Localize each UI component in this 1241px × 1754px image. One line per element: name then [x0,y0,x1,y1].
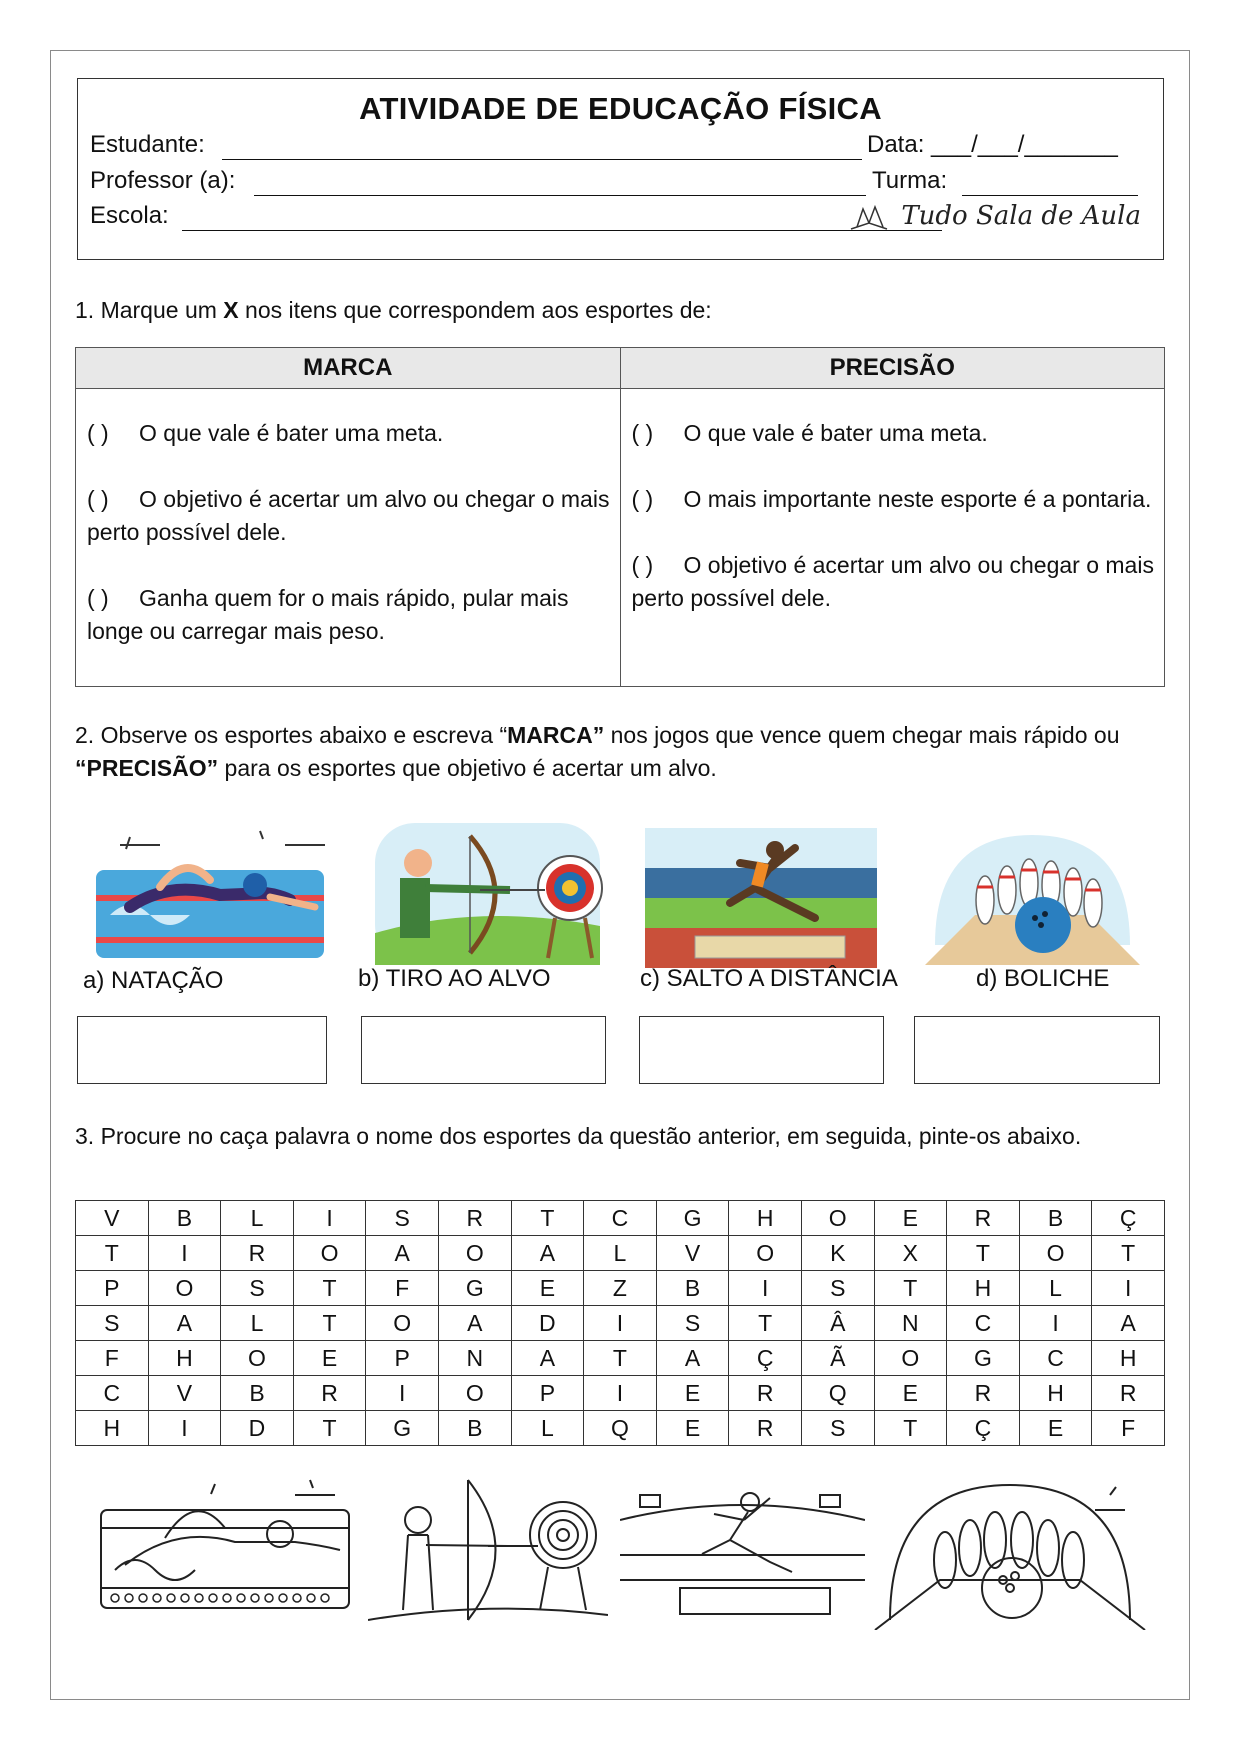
grid-row [76,1236,1165,1271]
grid-cell[interactable]: R [947,1376,1020,1411]
checkbox-paren[interactable]: ( ) [87,420,109,446]
grid-cell[interactable]: I [293,1201,366,1236]
grid-cell[interactable]: H [729,1201,802,1236]
grid-cell[interactable]: I [366,1376,439,1411]
bowling-coloring-illustration[interactable] [870,1470,1150,1630]
grid-cell[interactable]: L [221,1306,294,1341]
answer-box-tiro[interactable] [361,1016,606,1084]
grid-cell[interactable]: G [947,1341,1020,1376]
grid-cell[interactable]: T [874,1411,947,1446]
grid-cell[interactable]: N [874,1306,947,1341]
q1-table [75,347,1165,687]
grid-cell[interactable]: A [1092,1306,1165,1341]
grid-cell[interactable]: S [76,1306,149,1341]
grid-cell[interactable]: R [729,1411,802,1446]
grid-cell[interactable]: Ç [729,1341,802,1376]
grid-cell[interactable]: D [511,1306,584,1341]
grid-cell[interactable]: T [511,1201,584,1236]
grid-cell[interactable]: I [729,1271,802,1306]
grid-cell[interactable]: O [293,1236,366,1271]
marca-option[interactable] [87,483,610,549]
checkbox-paren[interactable]: ( ) [631,552,654,578]
grid-cell[interactable]: O [366,1306,439,1341]
grid-cell[interactable]: R [1092,1376,1165,1411]
long-jumper-coloring-illustration[interactable] [620,1480,865,1625]
grid-cell[interactable]: I [584,1306,657,1341]
grid-cell[interactable]: H [76,1411,149,1446]
header-box [77,78,1164,260]
grid-cell[interactable]: E [511,1271,584,1306]
sport-label-salto: c) SALTO A DISTÂNCIA [640,965,898,992]
answer-box-natacao[interactable] [77,1016,327,1084]
grid-cell[interactable]: L [511,1411,584,1446]
grid-cell[interactable]: Ã [801,1341,874,1376]
precisao-option[interactable] [632,417,1155,450]
grid-cell[interactable]: I [148,1411,221,1446]
grid-cell[interactable]: R [438,1201,511,1236]
archer-coloring-illustration[interactable] [368,1470,608,1630]
grid-cell[interactable]: F [366,1271,439,1306]
grid-cell[interactable]: O [438,1376,511,1411]
grid-cell[interactable]: A [511,1341,584,1376]
grid-cell[interactable]: H [148,1341,221,1376]
grid-cell[interactable]: B [148,1201,221,1236]
option-text: O objetivo é acertar um alvo ou chegar o mais perto possível dele. [87,486,610,545]
grid-cell[interactable]: D [221,1411,294,1446]
grid-row [76,1306,1165,1341]
col-header-precisao: PRECISÃO [620,348,1165,389]
checkbox-paren[interactable]: ( ) [87,486,109,512]
grid-cell[interactable]: T [293,1271,366,1306]
grid-cell[interactable]: C [584,1201,657,1236]
grid-cell[interactable]: K [801,1236,874,1271]
grid-cell[interactable]: G [366,1411,439,1446]
q2-text-3: para os esportes que objetivo é acertar um alvo. [218,755,717,781]
grid-cell[interactable]: F [76,1341,149,1376]
grid-cell[interactable]: T [293,1306,366,1341]
grid-cell[interactable]: X [874,1236,947,1271]
sport-label-natacao: a) NATAÇÃO [83,967,224,994]
q1-prompt-bold: X [223,297,239,323]
grid-cell[interactable]: G [438,1271,511,1306]
grid-cell[interactable]: V [76,1201,149,1236]
grid-cell[interactable]: E [656,1411,729,1446]
grid-cell[interactable]: Z [584,1271,657,1306]
q1-prompt-post: nos itens que correspondem aos esportes de: [238,297,712,323]
grid-cell[interactable]: T [729,1306,802,1341]
grid-cell[interactable]: O [221,1341,294,1376]
grid-cell[interactable]: Â [801,1306,874,1341]
grid-cell[interactable]: S [221,1271,294,1306]
grid-row [76,1271,1165,1306]
grid-cell[interactable]: C [76,1376,149,1411]
sport-label-boliche: d) BOLICHE [976,965,1110,992]
grid-cell[interactable]: T [76,1236,149,1271]
grid-row [76,1341,1165,1376]
grid-cell[interactable]: I [1092,1271,1165,1306]
grid-cell[interactable]: O [801,1201,874,1236]
q3-prompt: 3. Procure no caça palavra o nome dos esportes da questão anterior, em seguida, pinte-os abaixo. [75,1123,1082,1149]
grid-cell[interactable]: G [656,1201,729,1236]
col-header-marca: MARCA [76,348,621,389]
worksheet-title: ATIVIDADE DE EDUCAÇÃO FÍSICA [359,91,882,126]
grid-cell[interactable]: B [438,1411,511,1446]
grid-cell[interactable]: B [221,1376,294,1411]
q2-prompt [75,719,1175,785]
grid-cell[interactable]: P [511,1376,584,1411]
grid-cell[interactable]: O [148,1271,221,1306]
grid-cell[interactable]: S [801,1411,874,1446]
precisao-column [620,389,1165,687]
bowling-illustration [915,825,1150,965]
grid-cell[interactable]: C [1019,1341,1092,1376]
grid-cell[interactable]: A [148,1306,221,1341]
answer-box-boliche[interactable] [914,1016,1160,1084]
grid-cell[interactable]: R [293,1376,366,1411]
grid-cell[interactable]: I [584,1376,657,1411]
option-text: O que vale é bater uma meta. [683,420,988,446]
grid-cell[interactable]: Q [801,1376,874,1411]
precisao-option[interactable] [632,549,1155,615]
grid-cell[interactable]: S [801,1271,874,1306]
marca-option[interactable] [87,582,610,648]
grid-cell[interactable]: O [438,1236,511,1271]
grid-cell[interactable]: H [1019,1376,1092,1411]
grid-cell[interactable]: A [656,1341,729,1376]
grid-cell[interactable]: R [221,1236,294,1271]
checkbox-paren[interactable]: ( ) [87,585,109,611]
grid-cell[interactable]: C [947,1306,1020,1341]
swimmer-coloring-illustration[interactable] [95,1470,355,1615]
grid-cell[interactable]: V [656,1236,729,1271]
grid-cell[interactable]: R [947,1201,1020,1236]
swimmer-illustration [90,825,330,970]
checkbox-paren[interactable]: ( ) [631,486,654,512]
option-text: Ganha quem for o mais rápido, pular mais longe ou carregar mais peso. [87,585,569,644]
grid-cell[interactable]: L [584,1236,657,1271]
grid-row [76,1376,1165,1411]
marca-option[interactable] [87,417,610,450]
brand-logo [849,201,1141,231]
school-line[interactable] [182,230,942,231]
logo-text: Tudo Sala de Aula [901,201,1141,231]
grid-cell[interactable]: S [366,1201,439,1236]
grid-cell[interactable]: F [1092,1411,1165,1446]
grid-cell[interactable]: O [729,1236,802,1271]
q2-bold-marca: MARCA” [507,722,605,748]
grid-cell[interactable]: Ç [947,1411,1020,1446]
class-label: Turma: [872,167,948,194]
grid-cell[interactable]: I [148,1236,221,1271]
precisao-option[interactable] [632,483,1155,516]
checkbox-paren[interactable]: ( ) [631,420,654,446]
grid-cell[interactable]: N [438,1341,511,1376]
grid-cell[interactable]: H [947,1271,1020,1306]
grid-cell[interactable]: S [656,1306,729,1341]
long-jumper-illustration [645,828,877,968]
grid-cell[interactable]: A [366,1236,439,1271]
grid-cell[interactable]: T [947,1236,1020,1271]
q2-bold-precisao: “PRECISÃO” [75,755,219,781]
q2-text-2: nos jogos que vence quem chegar mais rápido ou [604,722,1120,748]
grid-cell[interactable]: A [438,1306,511,1341]
grid-cell[interactable]: E [874,1201,947,1236]
answer-box-salto[interactable] [639,1016,884,1084]
grid-cell[interactable]: B [1019,1201,1092,1236]
book-logo-icon [849,203,889,231]
option-text: O objetivo é acertar um alvo ou chegar o mais perto possível dele. [631,552,1154,611]
grid-cell[interactable]: E [293,1341,366,1376]
grid-row [76,1411,1165,1446]
marca-column [76,389,621,687]
grid-cell[interactable]: H [1092,1341,1165,1376]
option-text: O que vale é bater uma meta. [139,420,444,446]
teacher-label: Professor (a): [90,167,236,194]
option-text: O mais importante neste esporte é a pontaria. [683,486,1152,512]
grid-cell[interactable]: I [1019,1306,1092,1341]
grid-cell[interactable]: O [1019,1236,1092,1271]
student-line[interactable] [222,159,862,160]
grid-cell[interactable]: T [874,1271,947,1306]
grid-cell[interactable]: T [584,1341,657,1376]
date-label: Data: ___/___/_______ [867,131,1118,158]
grid-cell[interactable]: R [729,1376,802,1411]
grid-cell[interactable]: E [874,1376,947,1411]
grid-cell[interactable]: V [148,1376,221,1411]
q1-prompt-pre: 1. Marque um [75,297,224,323]
grid-cell[interactable]: B [656,1271,729,1306]
grid-cell[interactable]: Ç [1092,1201,1165,1236]
grid-cell[interactable]: L [221,1201,294,1236]
grid-cell[interactable]: O [874,1341,947,1376]
grid-cell[interactable]: T [293,1411,366,1446]
grid-cell[interactable]: A [511,1236,584,1271]
archer-illustration [370,818,605,970]
q1-prompt [75,294,712,327]
sport-label-tiro: b) TIRO AO ALVO [358,965,551,992]
grid-cell[interactable]: T [1092,1236,1165,1271]
word-search-grid [75,1200,1165,1446]
school-label: Escola: [90,202,169,229]
class-line[interactable] [962,195,1138,196]
grid-cell[interactable]: E [656,1376,729,1411]
q2-text-1: 2. Observe os esportes abaixo e escreva “ [75,722,508,748]
grid-cell[interactable]: P [76,1271,149,1306]
student-label: Estudante: [90,131,205,158]
grid-cell[interactable]: L [1019,1271,1092,1306]
grid-cell[interactable]: Q [584,1411,657,1446]
grid-cell[interactable]: P [366,1341,439,1376]
grid-row [76,1201,1165,1236]
grid-cell[interactable]: E [1019,1411,1092,1446]
teacher-line[interactable] [254,195,866,196]
